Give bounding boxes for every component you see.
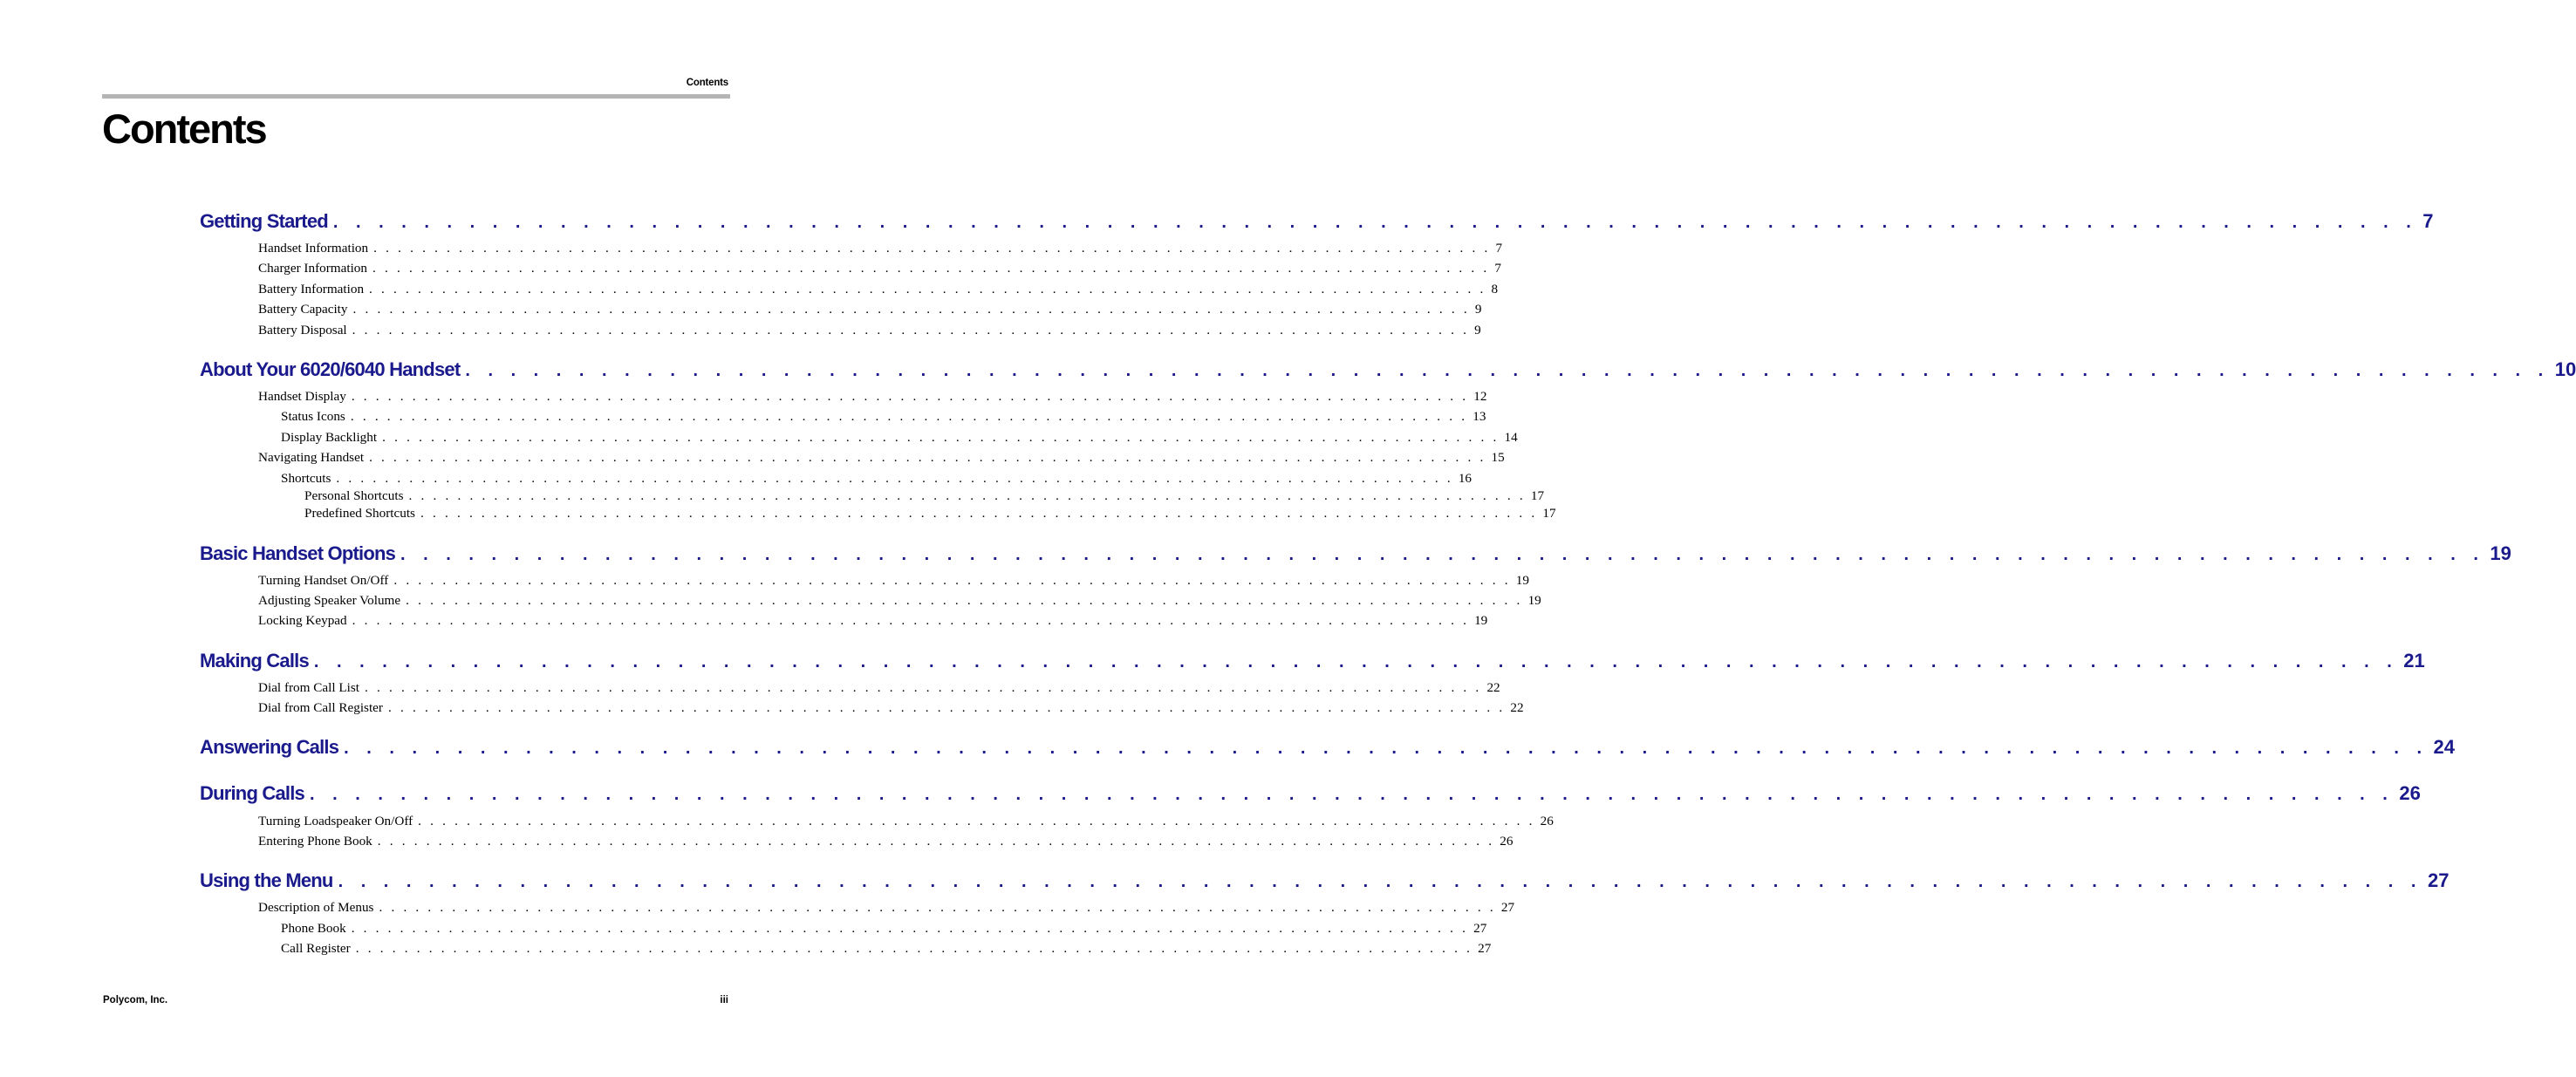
toc-chapter[interactable] [200, 358, 2576, 385]
toc-chapter-page: 27 [2427, 869, 2450, 891]
toc-entry-label: Handset Information [258, 241, 369, 256]
toc-entry[interactable] [258, 282, 1499, 301]
toc-entry-label: Turning Handset On/Off [258, 573, 389, 588]
toc-chapter[interactable] [200, 782, 2421, 808]
running-header: Contents [686, 78, 728, 88]
toc-entry[interactable] [258, 680, 1500, 699]
dot-leader: . . . . . . . . . . . . . . . . . . . . . . . . . . . . . . . . . . . . . . . . . . . . . . . . . . . . . . . . . . . . . . . . . . . . . . . . . . . . . . . . . . . . . . . . . . . . [373, 241, 1491, 256]
toc-entry-page: 27 [1473, 921, 1487, 936]
page-title: Contents [102, 106, 266, 152]
toc-entry[interactable] [258, 593, 1541, 612]
dot-leader: . . . . . . . . . . . . . . . . . . . . . . . . . . . . . . . . . . . . . . . . . . . . . . . . . . . . . . . . . . . . . . . . . . . . . . . . . . . . . . . . . . . . . . . . . . . . [372, 261, 1490, 276]
toc-entry[interactable] [258, 450, 1505, 469]
toc-entry-label: Navigating Handset [258, 450, 365, 465]
toc-entry-label: Battery Information [258, 282, 365, 297]
toc-chapter-label: Making Calls [200, 650, 309, 671]
toc-chapter[interactable] [200, 542, 2511, 569]
toc-entry-label: Display Backlight [281, 430, 378, 445]
toc-entry-label: Phone Book [281, 921, 346, 936]
toc-entry-page: 12 [1473, 389, 1487, 404]
toc-entry-label: Personal Shortcuts [304, 488, 404, 503]
toc-entry-label: Adjusting Speaker Volume [258, 593, 401, 608]
dot-leader: . . . . . . . . . . . . . . . . . . . . . . . . . . . . . . . . . . . . . . . . . . . . . . . . . . . . . . . . . . . . . . . . . . . . . . . . . . . . . . . . . . . . . . . . . . . . [351, 389, 1469, 404]
toc-entry[interactable] [258, 900, 1515, 919]
toc-chapter-label: Getting Started [200, 210, 328, 232]
toc-entry[interactable] [281, 941, 1492, 960]
dot-leader: . . . . . . . . . . . . . . . . . . . . . . . . . . . . . . . . . . . . . . . . . . . . . . . . . . . . . . . . . . . . . . . . . . . . . . . . . . . . . . . . . . . . . . . . . . . . [313, 652, 2399, 671]
dot-leader: . . . . . . . . . . . . . . . . . . . . . . . . . . . . . . . . . . . . . . . . . . . . . . . . . . . . . . . . . . . . . . . . . . . . . . . . . . . . . . . . . . . . . . . . . . . . [338, 872, 2422, 891]
toc-chapter[interactable] [200, 650, 2425, 676]
toc-entry-label: Battery Disposal [258, 323, 347, 337]
dot-leader: . . . . . . . . . . . . . . . . . . . . . . . . . . . . . . . . . . . . . . . . . . . . . . . . . . . . . . . . . . . . . . . . . . . . . . . . . . . . . . . . . . . . . . . . . . . . [408, 488, 1526, 503]
toc-entry-label: Status Icons [281, 409, 345, 424]
toc-entry-page: 22 [1510, 700, 1524, 715]
toc-entry-page: 9 [1474, 323, 1481, 337]
toc-entry-page: 17 [1530, 488, 1545, 503]
header-rule [102, 94, 730, 99]
toc-entry-label: Dial from Call List [258, 680, 359, 695]
dot-leader: . . . . . . . . . . . . . . . . . . . . . . . . . . . . . . . . . . . . . . . . . . . . . . . . . . . . . . . . . . . . . . . . . . . . . . . . . . . . . . . . . . . . . . . . . . . . [365, 680, 1482, 695]
footer-company: Polycom, Inc. [103, 995, 168, 1005]
dot-leader: . . . . . . . . . . . . . . . . . . . . . . . . . . . . . . . . . . . . . . . . . . . . . . . . . . . . . . . . . . . . . . . . . . . . . . . . . . . . . . . . . . . . . . . . . . . . [352, 323, 1470, 337]
dot-leader: . . . . . . . . . . . . . . . . . . . . . . . . . . . . . . . . . . . . . . . . . . . . . . . . . . . . . . . . . . . . . . . . . . . . . . . . . . . . . . . . . . . . . . . . . . . . [418, 814, 1535, 828]
dot-leader: . . . . . . . . . . . . . . . . . . . . . . . . . . . . . . . . . . . . . . . . . . . . . . . . . . . . . . . . . . . . . . . . . . . . . . . . . . . . . . . . . . . . . . . . . . . . [400, 545, 2485, 564]
toc-entry-label: Predefined Shortcuts [304, 506, 415, 521]
toc-entry-label: Charger Information [258, 261, 367, 276]
dot-leader: . . . . . . . . . . . . . . . . . . . . . . . . . . . . . . . . . . . . . . . . . . . . . . . . . . . . . . . . . . . . . . . . . . . . . . . . . . . . . . . . . . . . . . . . . . . . [382, 430, 1500, 445]
toc-chapter-page: 24 [2433, 736, 2456, 758]
toc-entry[interactable] [304, 488, 1545, 508]
footer-page-number: iii [720, 995, 728, 1005]
toc-entry-label: Entering Phone Book [258, 834, 372, 849]
toc-entry-page: 22 [1486, 680, 1500, 695]
toc-entry[interactable] [258, 302, 1482, 321]
toc-entry-page: 15 [1491, 450, 1505, 465]
dot-leader: . . . . . . . . . . . . . . . . . . . . . . . . . . . . . . . . . . . . . . . . . . . . . . . . . . . . . . . . . . . . . . . . . . . . . . . . . . . . . . . . . . . . . . . . . . . . [387, 700, 1506, 715]
toc-entry-label: Battery Capacity [258, 302, 348, 317]
dot-leader: . . . . . . . . . . . . . . . . . . . . . . . . . . . . . . . . . . . . . . . . . . . . . . . . . . . . . . . . . . . . . . . . . . . . . . . . . . . . . . . . . . . . . . . . . . . . [336, 471, 1453, 486]
toc-entry[interactable] [258, 323, 1481, 342]
toc-chapter-label: Basic Handset Options [200, 542, 396, 564]
dot-leader: . . . . . . . . . . . . . . . . . . . . . . . . . . . . . . . . . . . . . . . . . . . . . . . . . . . . . . . . . . . . . . . . . . . . . . . . . . . . . . . . . . . . . . . . . . . . [420, 506, 1538, 521]
dot-leader: . . . . . . . . . . . . . . . . . . . . . . . . . . . . . . . . . . . . . . . . . . . . . . . . . . . . . . . . . . . . . . . . . . . . . . . . . . . . . . . . . . . . . . . . . . . . [352, 302, 1470, 317]
toc-entry[interactable] [258, 700, 1524, 719]
toc-entry[interactable] [281, 430, 1518, 449]
toc-chapter-page: 10 [2554, 358, 2576, 380]
toc-entry-page: 27 [1478, 941, 1492, 956]
toc-entry-label: Dial from Call Register [258, 700, 383, 715]
toc-entry[interactable] [304, 506, 1556, 525]
toc-entry-page: 7 [1495, 241, 1503, 256]
toc-entry[interactable] [281, 409, 1486, 428]
dot-leader: . . . . . . . . . . . . . . . . . . . . . . . . . . . . . . . . . . . . . . . . . . . . . . . . . . . . . . . . . . . . . . . . . . . . . . . . . . . . . . . . . . . . . . . . . . . . [377, 834, 1495, 849]
toc-chapter-label: Using the Menu [200, 869, 333, 891]
toc-chapter[interactable] [200, 736, 2456, 762]
toc-chapter-label: Answering Calls [200, 736, 339, 758]
dot-leader: . . . . . . . . . . . . . . . . . . . . . . . . . . . . . . . . . . . . . . . . . . . . . . . . . . . . . . . . . . . . . . . . . . . . . . . . . . . . . . . . . . . . . . . . . . . . [406, 593, 1523, 608]
dot-leader: . . . . . . . . . . . . . . . . . . . . . . . . . . . . . . . . . . . . . . . . . . . . . . . . . . . . . . . . . . . . . . . . . . . . . . . . . . . . . . . . . . . . . . . . . . . . [309, 785, 2395, 804]
dot-leader: . . . . . . . . . . . . . . . . . . . . . . . . . . . . . . . . . . . . . . . . . . . . . . . . . . . . . . . . . . . . . . . . . . . . . . . . . . . . . . . . . . . . . . . . . . . . [332, 213, 2418, 232]
toc-entry-page: 26 [1500, 834, 1513, 849]
toc-chapter[interactable] [200, 210, 2434, 236]
toc-entry[interactable] [258, 834, 1513, 853]
toc-chapter-page: 21 [2403, 650, 2425, 671]
toc-entry-label: Handset Display [258, 389, 346, 404]
dot-leader: . . . . . . . . . . . . . . . . . . . . . . . . . . . . . . . . . . . . . . . . . . . . . . . . . . . . . . . . . . . . . . . . . . . . . . . . . . . . . . . . . . . . . . . . . . . . [379, 900, 1496, 915]
toc-chapter-page: 7 [2422, 210, 2434, 232]
toc-entry-page: 26 [1540, 814, 1554, 828]
toc-entry-page: 7 [1494, 261, 1502, 276]
toc-entry-page: 16 [1458, 471, 1472, 486]
toc-entry-page: 14 [1504, 430, 1518, 445]
toc-chapter-label: During Calls [200, 782, 304, 804]
toc-entry[interactable] [258, 389, 1487, 408]
toc-entry[interactable] [258, 613, 1488, 632]
toc-entry-page: 8 [1491, 282, 1499, 297]
dot-leader: . . . . . . . . . . . . . . . . . . . . . . . . . . . . . . . . . . . . . . . . . . . . . . . . . . . . . . . . . . . . . . . . . . . . . . . . . . . . . . . . . . . . . . . . . . . . [352, 613, 1470, 628]
dot-leader: . . . . . . . . . . . . . . . . . . . . . . . . . . . . . . . . . . . . . . . . . . . . . . . . . . . . . . . . . . . . . . . . . . . . . . . . . . . . . . . . . . . . . . . . . . . . [350, 409, 1468, 424]
toc-entry-page: 27 [1500, 900, 1515, 915]
dot-leader: . . . . . . . . . . . . . . . . . . . . . . . . . . . . . . . . . . . . . . . . . . . . . . . . . . . . . . . . . . . . . . . . . . . . . . . . . . . . . . . . . . . . . . . . . . . . [393, 573, 1511, 588]
toc-entry[interactable] [258, 261, 1502, 280]
toc-chapter[interactable] [200, 869, 2450, 896]
toc-entry[interactable] [258, 573, 1529, 592]
toc-entry-page: 19 [1527, 593, 1541, 608]
toc-entry-label: Shortcuts [281, 471, 331, 486]
toc-entry-label: Description of Menus [258, 900, 374, 915]
toc-entry-page: 19 [1474, 613, 1488, 628]
toc-entry[interactable] [281, 471, 1472, 490]
toc-entry[interactable] [258, 814, 1554, 833]
toc-entry-label: Call Register [281, 941, 351, 956]
toc-entry-label: Turning Loadspeaker On/Off [258, 814, 413, 828]
toc-entry-page: 13 [1472, 409, 1486, 424]
dot-leader: . . . . . . . . . . . . . . . . . . . . . . . . . . . . . . . . . . . . . . . . . . . . . . . . . . . . . . . . . . . . . . . . . . . . . . . . . . . . . . . . . . . . . . . . . . . . [465, 361, 2550, 380]
dot-leader: . . . . . . . . . . . . . . . . . . . . . . . . . . . . . . . . . . . . . . . . . . . . . . . . . . . . . . . . . . . . . . . . . . . . . . . . . . . . . . . . . . . . . . . . . . . . [369, 282, 1486, 297]
toc-entry-page: 17 [1542, 506, 1556, 521]
toc-entry-page: 19 [1515, 573, 1529, 588]
toc-chapter-page: 26 [2399, 782, 2421, 804]
dot-leader: . . . . . . . . . . . . . . . . . . . . . . . . . . . . . . . . . . . . . . . . . . . . . . . . . . . . . . . . . . . . . . . . . . . . . . . . . . . . . . . . . . . . . . . . . . . . [355, 941, 1473, 956]
toc-chapter-label: About Your 6020/6040 Handset [200, 358, 461, 380]
toc-entry[interactable] [281, 921, 1487, 940]
dot-leader: . . . . . . . . . . . . . . . . . . . . . . . . . . . . . . . . . . . . . . . . . . . . . . . . . . . . . . . . . . . . . . . . . . . . . . . . . . . . . . . . . . . . . . . . . . . . [351, 921, 1469, 936]
toc-entry[interactable] [258, 241, 1503, 260]
dot-leader: . . . . . . . . . . . . . . . . . . . . . . . . . . . . . . . . . . . . . . . . . . . . . . . . . . . . . . . . . . . . . . . . . . . . . . . . . . . . . . . . . . . . . . . . . . . . [344, 739, 2429, 758]
toc-chapter-page: 19 [2490, 542, 2511, 564]
toc-entry-page: 9 [1474, 302, 1482, 317]
dot-leader: . . . . . . . . . . . . . . . . . . . . . . . . . . . . . . . . . . . . . . . . . . . . . . . . . . . . . . . . . . . . . . . . . . . . . . . . . . . . . . . . . . . . . . . . . . . . [369, 450, 1486, 465]
toc-entry-label: Locking Keypad [258, 613, 347, 628]
